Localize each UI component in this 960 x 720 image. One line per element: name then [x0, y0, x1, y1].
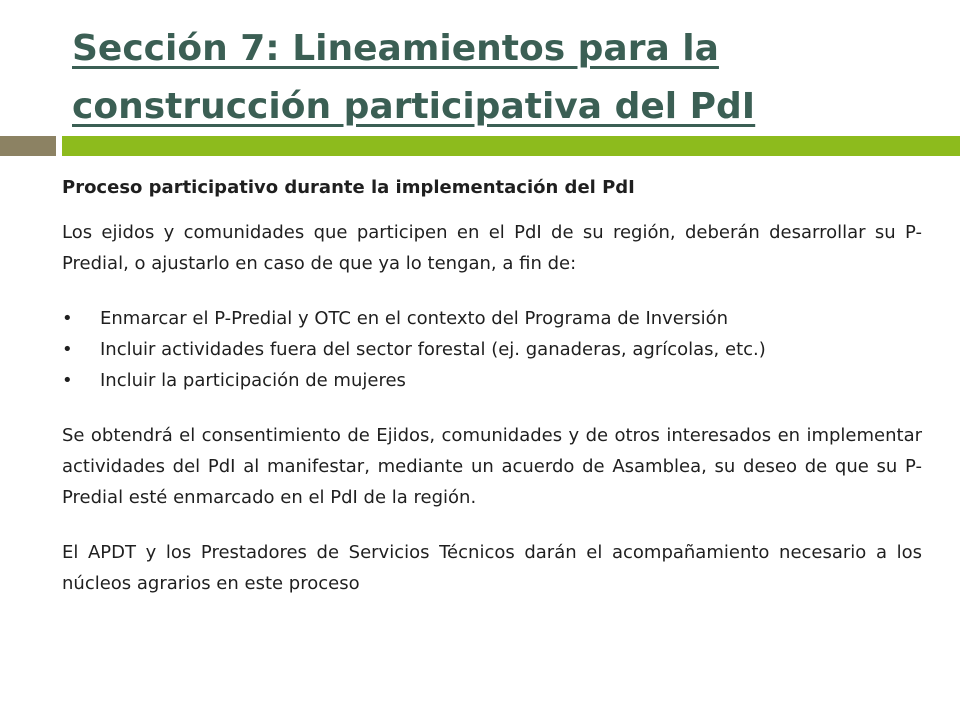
consent-paragraph: Se obtendrá el consentimiento de Ejidos, comunidades y de otros interesados en implementar actividades del PdI al manifestar, mediante un acuerdo de Asamblea, su deseo de que su P-Predial esté enmarcado en el PdI de la región. — [62, 425, 922, 508]
bullet-item — [62, 334, 922, 365]
slide-title: Sección 7: Lineamientos para la construcción participativa del PdI — [72, 28, 756, 127]
bullet-icon: • — [62, 339, 73, 360]
intro-paragraph: Los ejidos y comunidades que participen en el PdI de su región, deberán desarrollar su P-Predial, o ajustarlo en caso de que ya lo tengan, a fin de: — [62, 222, 922, 274]
bullet-icon: • — [62, 370, 73, 391]
section-subheading: Proceso participativo durante la implementación del PdI — [62, 177, 635, 198]
bullet-item — [62, 365, 922, 396]
bullet-list — [62, 303, 922, 396]
bullet-icon: • — [62, 308, 73, 329]
accent-bar-left — [0, 136, 56, 156]
bullet-text: Enmarcar el P-Predial y OTC en el contexto del Programa de Inversión — [100, 308, 729, 329]
accent-bar-right — [62, 136, 960, 156]
bullet-text: Incluir la participación de mujeres — [100, 370, 406, 391]
bullet-text: Incluir actividades fuera del sector forestal (ej. ganaderas, agrícolas, etc.) — [100, 339, 766, 360]
bullet-item — [62, 303, 922, 334]
support-paragraph: El APDT y los Prestadores de Servicios Técnicos darán el acompañamiento necesario a los núcleos agrarios en este proceso — [62, 542, 922, 594]
slide-body — [62, 172, 922, 623]
